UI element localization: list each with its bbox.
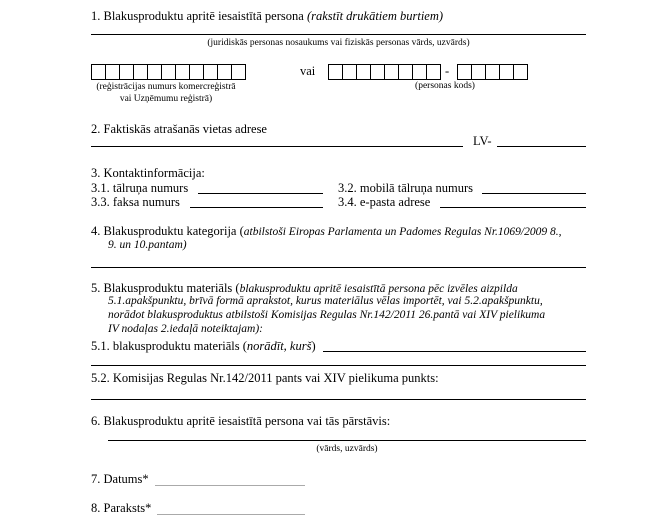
section-4-title: 4. Blakusproduktu kategorija ( — [91, 224, 244, 238]
registration-caption — [91, 81, 241, 105]
representative-name-field[interactable] — [108, 440, 586, 441]
section-2-label: 2. Faktiskās atrašanās vietas adrese — [91, 122, 267, 136]
date-field[interactable] — [155, 485, 305, 486]
category-field[interactable] — [91, 267, 586, 268]
section-5-note-line1: blakusproduktu apritē iesaistītā persona pēc izvēles aizpilda — [239, 283, 518, 295]
registration-number-boxes[interactable] — [91, 64, 246, 80]
phone-field[interactable] — [198, 193, 323, 194]
mobile-label: 3.2. mobilā tālruņa numurs — [338, 181, 474, 195]
person-name-caption: (juridiskās personas nosaukums vai fiziskās personas vārds, uzvārds) — [207, 38, 470, 48]
fax-label: 3.3. faksa numurs — [91, 195, 180, 209]
section-1-title: 1. Blakusproduktu apritē iesaistītā persona — [91, 9, 304, 23]
section-6-label: 6. Blakusproduktu apritē iesaistītā persona vai tās pārstāvis: — [91, 414, 391, 428]
personal-code-caption: (personas kods) — [415, 81, 475, 91]
section-1-note: (rakstīt drukātiem burtiem) — [306, 9, 444, 23]
section-1-label — [91, 9, 443, 24]
section-5-note-line2: 5.1.apakšpunktu, brīvā formā aprakstot, kurus materiālus vēlas importēt, vai 5.2.apakšpunktu, — [108, 295, 543, 307]
date-label: 7. Datums* — [91, 472, 149, 486]
or-label: vai — [300, 64, 316, 78]
material-field-line2[interactable] — [91, 365, 586, 366]
section-5-note-line3: norādot blakusproduktus atbilstoši Komisijas Regulas Nr.142/2011 26.pantā vai XIV pielikuma — [108, 309, 546, 321]
section-5-1-note: norādīt, kurš — [246, 339, 312, 353]
postal-code-label: LV- — [473, 134, 492, 148]
signature-field[interactable] — [157, 514, 305, 515]
regulation-article-field[interactable] — [91, 399, 586, 400]
signature-label: 8. Paraksts* — [91, 501, 152, 515]
email-label: 3.4. e-pasta adrese — [338, 195, 431, 209]
section-4-note-line1: atbilstoši Eiropas Parlamenta un Padomes Regulas Nr.1069/2009 8., — [243, 226, 562, 238]
section-3-label: 3. Kontaktinformācija: — [91, 166, 205, 180]
code-dash: - — [445, 64, 450, 78]
section-5-label — [91, 281, 518, 296]
registration-caption-line2: vai Uzņēmumu reģistrā) — [119, 94, 213, 104]
section-4-note-line2: 9. un 10.pantam) — [108, 239, 187, 251]
section-5-1-paren: ) — [311, 339, 316, 353]
person-name-field[interactable] — [91, 34, 586, 35]
email-field[interactable] — [440, 207, 586, 208]
section-5-2-label: 5.2. Komisijas Regulas Nr.142/2011 pants vai XIV pielikuma punkts: — [91, 371, 439, 385]
phone-label: 3.1. tālruņa numurs — [91, 181, 189, 195]
personal-code-part1-boxes[interactable] — [328, 64, 441, 80]
section-5-title: 5. Blakusproduktu materiāls ( — [91, 281, 240, 295]
section-5-1-label — [91, 339, 316, 354]
section-5-1-title: 5.1. blakusproduktu materiāls ( — [91, 339, 247, 353]
address-field[interactable] — [91, 146, 463, 147]
section-4-label — [91, 224, 562, 239]
fax-field[interactable] — [190, 207, 323, 208]
section-5-note-line4: IV nodaļas 2.iedaļā noteiktajam): — [108, 323, 264, 335]
mobile-field[interactable] — [482, 193, 586, 194]
registration-caption-line1: (reģistrācijas numurs komercreģistrā — [96, 82, 236, 92]
postal-code-field[interactable] — [497, 146, 586, 147]
representative-name-caption: (vārds, uzvārds) — [316, 444, 378, 454]
material-field[interactable] — [323, 351, 586, 352]
personal-code-part2-boxes[interactable] — [457, 64, 528, 80]
